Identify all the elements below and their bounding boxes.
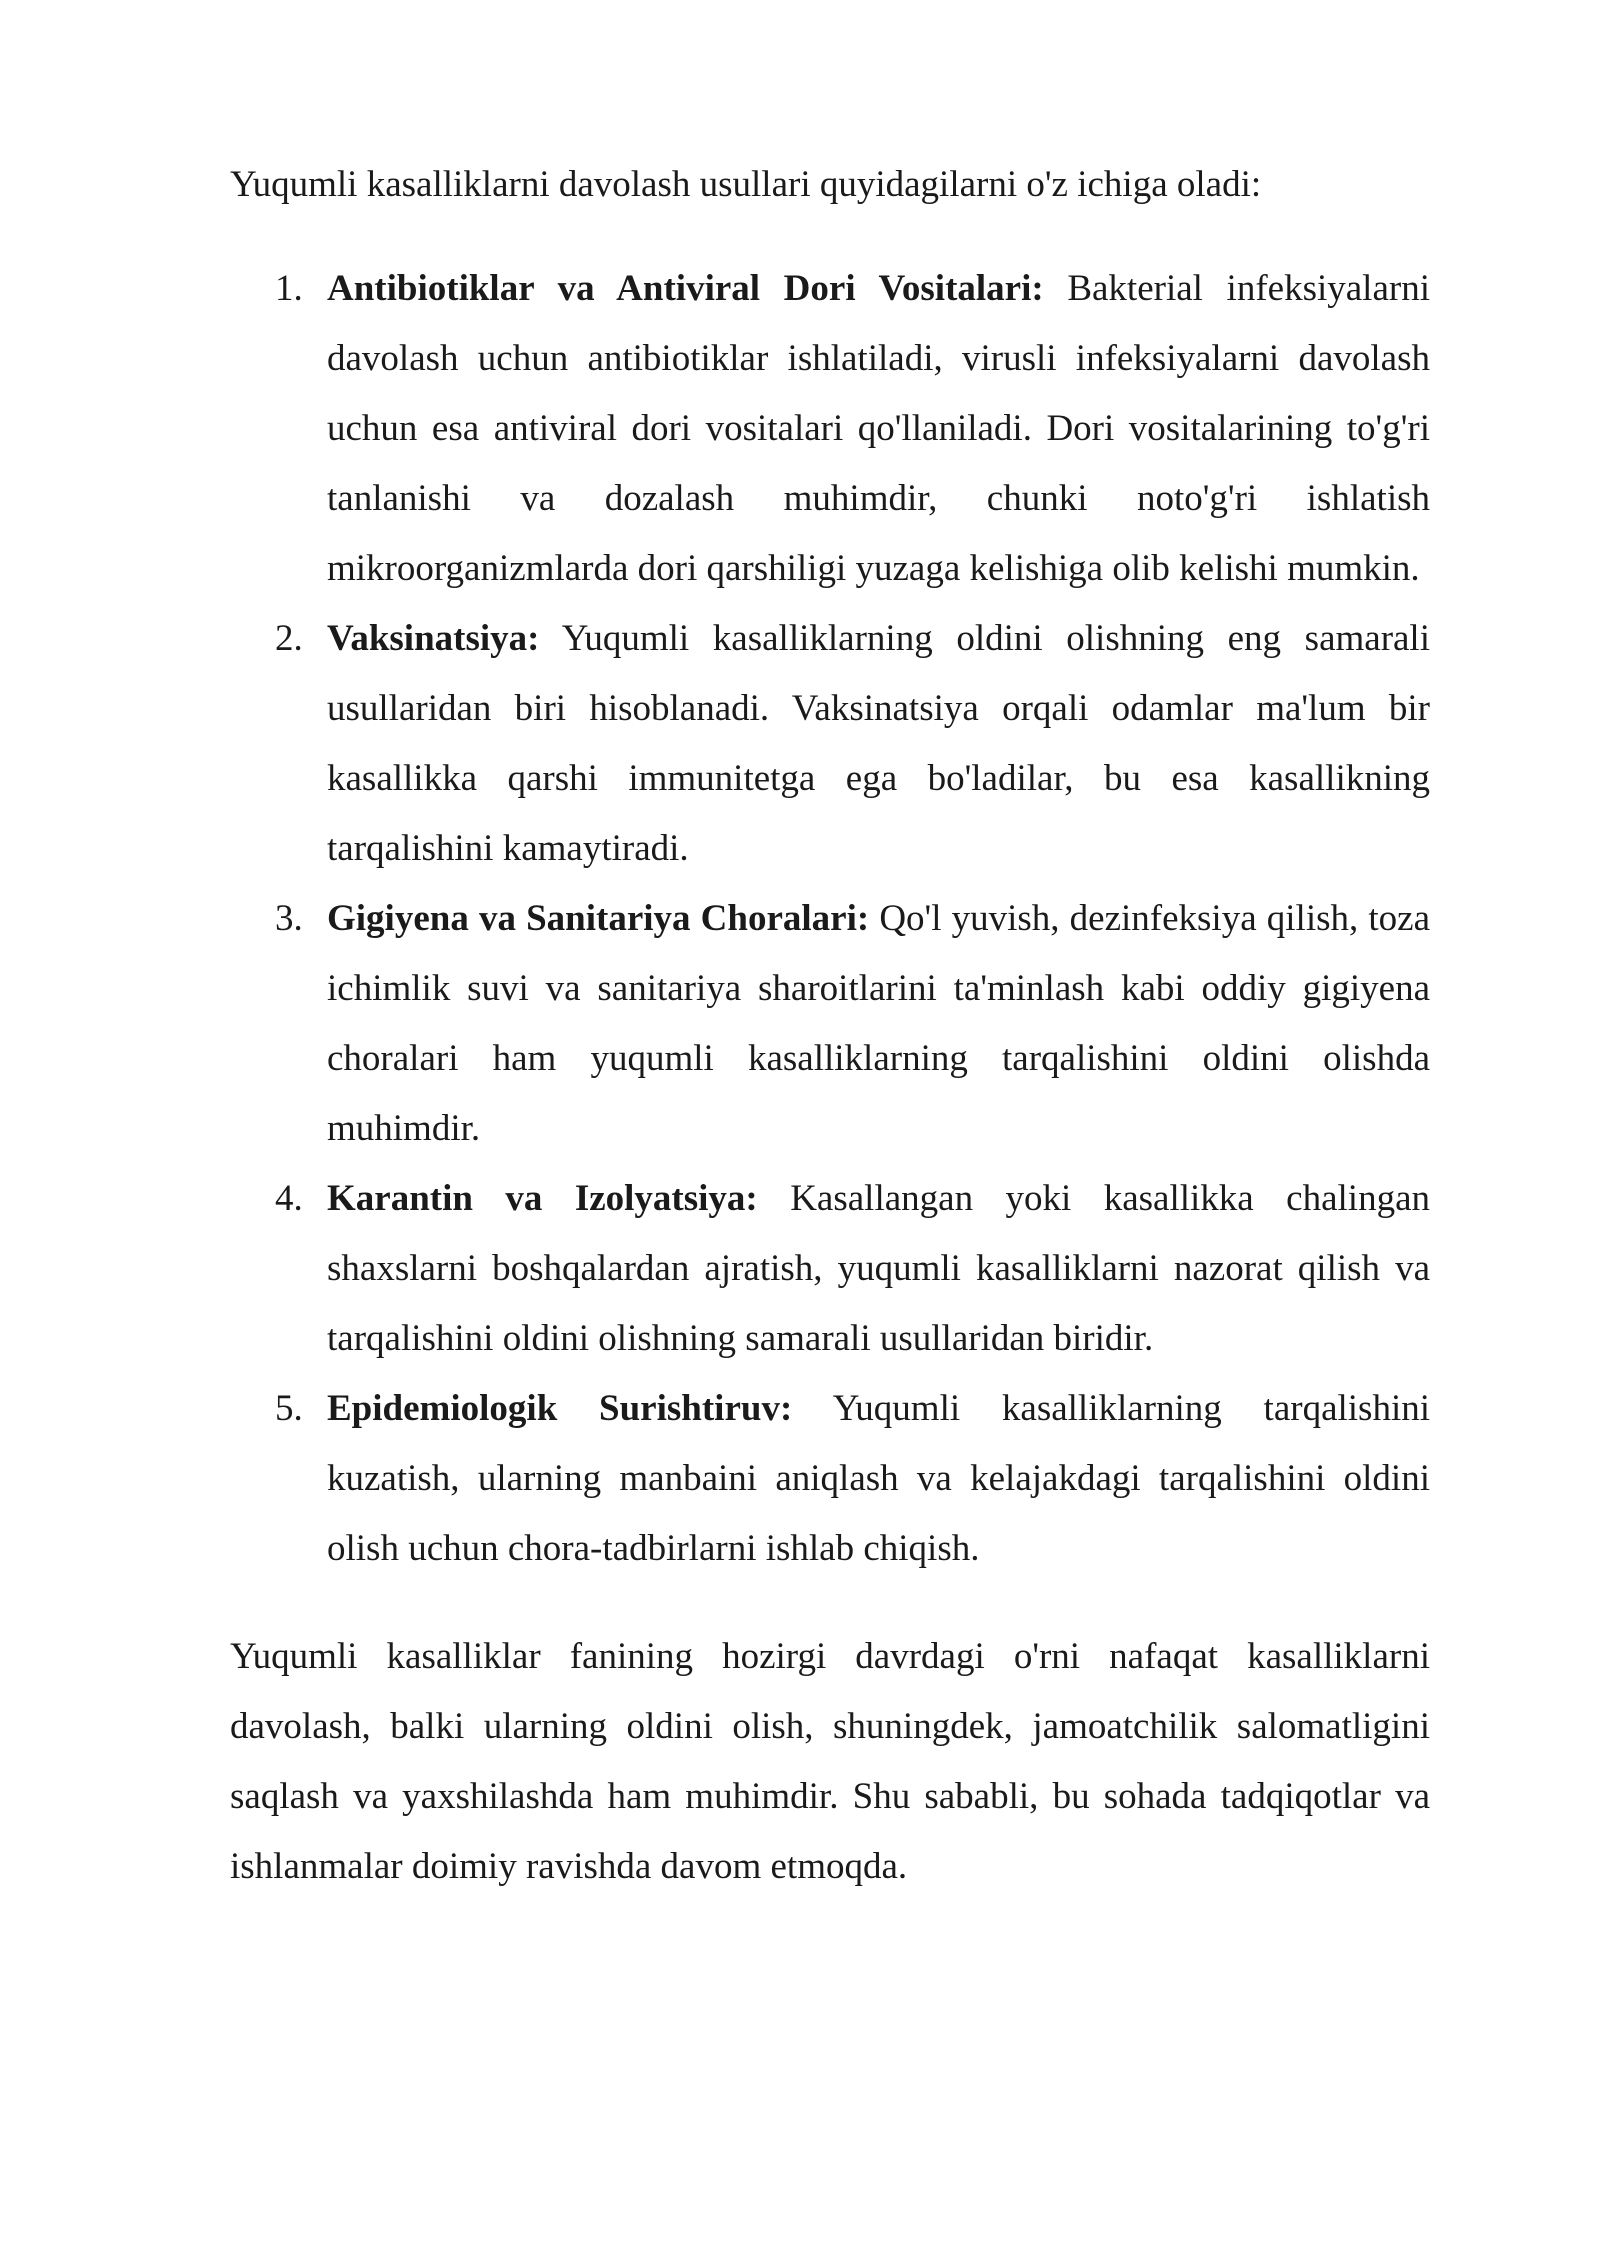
list-number: 4. bbox=[275, 1178, 303, 1219]
list-item-vaccination bbox=[230, 604, 1430, 884]
list-item-text: Qo'l yuvish, dezinfeksiya qilish, toza ichimlik suvi va sanitariya sharoitlarini ta'minlash kabi oddiy gigiyena choralari ham yuqumli kasalliklarning tarqalishini oldini olishda muhimdir. bbox=[327, 898, 1430, 1149]
list-item-text: Kasallangan yoki kasallikka chalingan shaxslarni boshqalardan ajratish, yuqumli kasalliklarni nazorat qilish va tarqalishini oldini olishning samarali usullaridan biridir. bbox=[327, 1178, 1430, 1359]
treatment-methods-list bbox=[230, 254, 1430, 1584]
list-number: 3. bbox=[275, 898, 303, 939]
intro-paragraph: Yuqumli kasalliklarni davolash usullari quyidagilarni o'z ichiga oladi: bbox=[230, 164, 1262, 205]
list-item-text: Yuqumli kasalliklarning oldini olishning eng samarali usullaridan biri hisoblanadi. Vaksinatsiya orqali odamlar ma'lum bir kasallikka qarshi immunitetga ega bo'ladilar, bu esa kasallikning tarqalishini kamaytiradi. bbox=[327, 618, 1430, 869]
list-item-text: Yuqumli kasalliklarning tarqalishini kuzatish, ularning manbaini aniqlash va kelajakdagi tarqalishini oldini olish uchun chora-tadbirlarni ishlab chiqish. bbox=[327, 1388, 1431, 1569]
list-number: 5. bbox=[275, 1388, 303, 1429]
list-item-quarantine bbox=[230, 1164, 1430, 1374]
document-body bbox=[230, 150, 1430, 1902]
list-item-text: Bakterial infeksiyalarni davolash uchun antibiotiklar ishlatiladi, virusli infeksiyalarni davolash uchun esa antiviral dori vositalari qo'llaniladi. Dori vositalarining to'g'ri tanlanishi va dozalash muhimdir, chunki noto'g'ri ishlatish mikroorganizmlarda dori qarshiligi yuzaga kelishiga olib kelishi mumkin. bbox=[327, 268, 1430, 589]
list-item-term: Antibiotiklar va Antiviral Dori Vositalari: bbox=[327, 268, 1044, 309]
conclusion-paragraph: Yuqumli kasalliklar fanining hozirgi davrdagi o'rni nafaqat kasalliklarni davolash, balki ularning oldini olish, shuningdek, jamoatchilik salomatligini saqlash va yaxshilashda ham muhimdir. Shu sababli, bu sohada tadqiqotlar va ishlanmalar doimiy ravishda davom etmoqda. bbox=[230, 1636, 1430, 1887]
list-item-term: Vaksinatsiya: bbox=[327, 618, 540, 659]
list-item-antibiotics bbox=[230, 254, 1430, 604]
list-item-term: Epidemiologik Surishtiruv: bbox=[327, 1388, 793, 1429]
list-item-epidemiology bbox=[230, 1374, 1430, 1584]
list-number: 2. bbox=[275, 618, 303, 659]
list-item-term: Gigiyena va Sanitariya Choralari: bbox=[327, 898, 870, 939]
list-number: 1. bbox=[275, 268, 303, 309]
list-item-term: Karantin va Izolyatsiya: bbox=[327, 1178, 758, 1219]
list-item-hygiene bbox=[230, 884, 1430, 1164]
